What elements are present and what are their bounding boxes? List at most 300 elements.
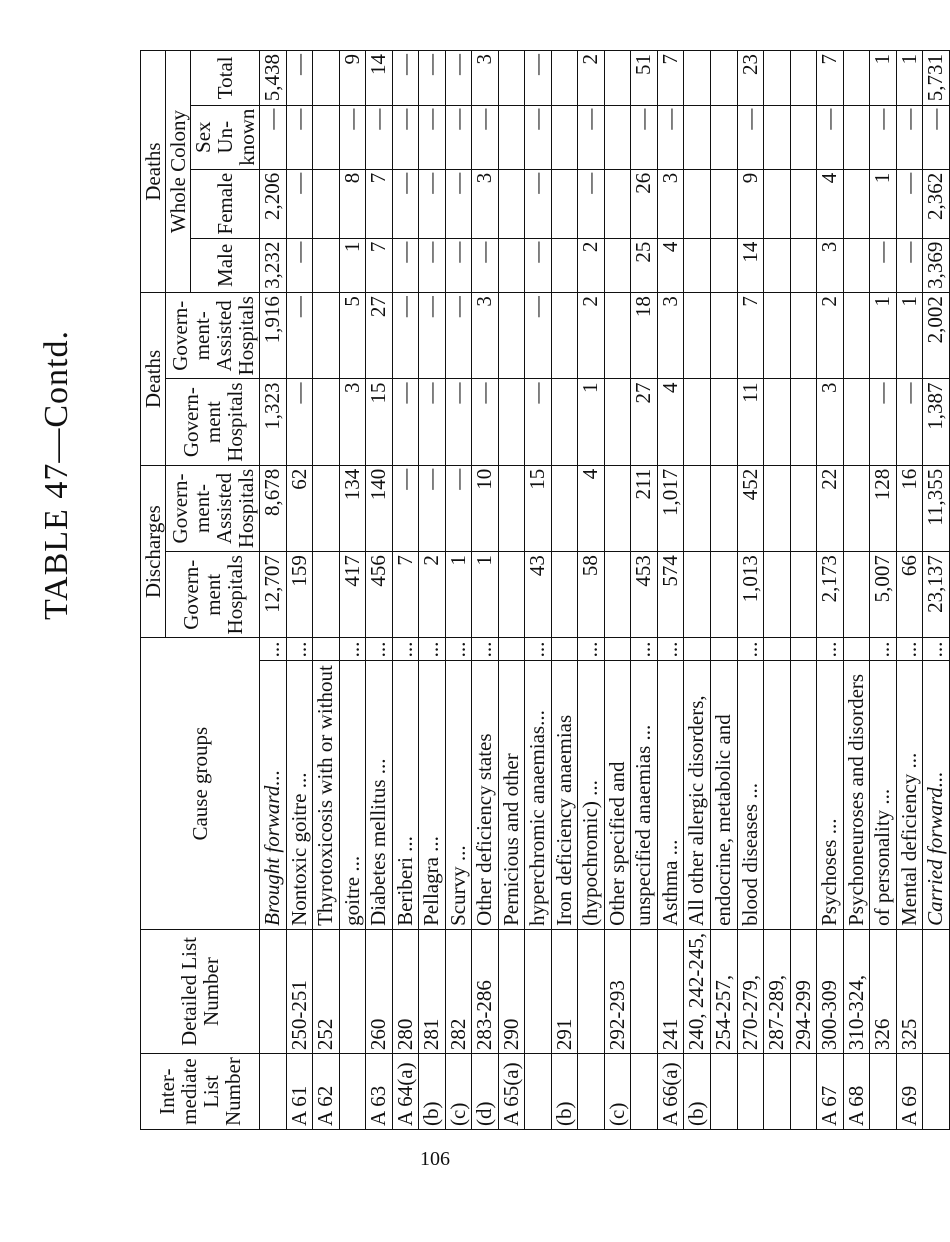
deaths-male [604, 238, 631, 293]
deaths-govt: 4 [657, 379, 684, 465]
table-row [525, 51, 552, 1130]
deaths-female: 9 [737, 169, 764, 238]
deaths-sex-unknown: — [419, 105, 446, 169]
discharges-govt-assisted [684, 465, 711, 551]
deaths-govt: 27 [631, 379, 658, 465]
discharges-govt [764, 552, 791, 638]
leader-dots [790, 638, 817, 661]
detailed-list-number: 281 [419, 929, 446, 1053]
intermediate-list-number [260, 1054, 287, 1130]
header-intermediate-list: Inter-mediate List Number [141, 1054, 260, 1130]
deaths-govt-assisted: 7 [737, 293, 764, 379]
discharges-govt [604, 552, 631, 638]
table-row [896, 51, 923, 1130]
deaths-female: — [392, 169, 419, 238]
deaths-male: 4 [657, 238, 684, 293]
deaths-total [551, 51, 578, 106]
leader-dots: ... [631, 638, 658, 661]
total-deaths-male: 3,369 [923, 238, 950, 293]
header-deaths-whole: Deaths [141, 51, 166, 293]
deaths-male: 3 [817, 238, 844, 293]
detailed-list-number: 310-324, [843, 929, 870, 1053]
cause-group: Diabetes mellitus ... [366, 661, 393, 930]
intermediate-list-number [764, 1054, 791, 1130]
table-row [472, 51, 499, 1130]
discharges-govt-assisted: 62 [286, 465, 313, 551]
deaths-male [498, 238, 525, 293]
deaths-sex-unknown: — [445, 105, 472, 169]
cause-group: of personality ... [870, 661, 897, 930]
deaths-female: 4 [817, 169, 844, 238]
discharges-govt-assisted: 22 [817, 465, 844, 551]
discharges-govt-assisted: — [445, 465, 472, 551]
intermediate-list-number: A 62 [313, 1054, 340, 1130]
deaths-total [764, 51, 791, 106]
deaths-total: 1 [870, 51, 897, 106]
cause-groups-table [140, 50, 950, 1130]
discharges-govt: 1 [472, 552, 499, 638]
discharges-govt: 417 [339, 552, 366, 638]
discharges-govt: 574 [657, 552, 684, 638]
cause-group: (hypochromic) ... [578, 661, 605, 930]
discharges-govt-assisted: 10 [472, 465, 499, 551]
deaths-female: 2,206 [260, 169, 287, 238]
deaths-sex-unknown: — [870, 105, 897, 169]
deaths-govt-assisted: 3 [472, 293, 499, 379]
cause-group: endocrine, metabolic and [711, 661, 738, 930]
deaths-male: — [870, 238, 897, 293]
deaths-govt-assisted: 2 [578, 293, 605, 379]
discharges-govt: 453 [631, 552, 658, 638]
detailed-list-number: 283-286 [472, 929, 499, 1053]
detailed-list-number [339, 929, 366, 1053]
discharges-govt [684, 552, 711, 638]
header-female: Female [191, 169, 260, 238]
deaths-govt-assisted: — [445, 293, 472, 379]
deaths-sex-unknown [551, 105, 578, 169]
carried-forward-label: Carried forward... [923, 661, 950, 930]
cause-group: Psychoses ... [817, 661, 844, 930]
header-deaths: Deaths [141, 293, 166, 466]
discharges-govt-assisted: 128 [870, 465, 897, 551]
leader-dots: ... [817, 638, 844, 661]
discharges-govt [790, 552, 817, 638]
discharges-govt: 159 [286, 552, 313, 638]
table-row [419, 51, 446, 1130]
leader-dots: ... [657, 638, 684, 661]
discharges-govt: 12,707 [260, 552, 287, 638]
deaths-sex-unknown: — [286, 105, 313, 169]
deaths-total [790, 51, 817, 106]
deaths-govt: 11 [737, 379, 764, 465]
deaths-govt: 15 [366, 379, 393, 465]
intermediate-list-number: (b) [419, 1054, 446, 1130]
deaths-male [684, 238, 711, 293]
leader-dots: ... [339, 638, 366, 661]
detailed-list-number: 300-309 [817, 929, 844, 1053]
deaths-sex-unknown [843, 105, 870, 169]
detailed-list-number: 326 [870, 929, 897, 1053]
deaths-male: — [445, 238, 472, 293]
table-row [764, 51, 791, 1130]
leader-dots: ... [392, 638, 419, 661]
discharges-govt [843, 552, 870, 638]
header-deaths-govt-assisted: Govern-ment-Assisted Hospitals [166, 293, 260, 379]
header-whole-colony: Whole Colony [166, 51, 191, 293]
deaths-sex-unknown: — [578, 105, 605, 169]
leader-dots: ... [260, 638, 287, 661]
total-row-blank [923, 1054, 950, 1130]
table-row [684, 51, 711, 1130]
table-header [141, 51, 260, 1130]
deaths-govt-assisted: 5 [339, 293, 366, 379]
deaths-female: — [445, 169, 472, 238]
deaths-govt: 1,323 [260, 379, 287, 465]
discharges-govt: 456 [366, 552, 393, 638]
deaths-sex-unknown [604, 105, 631, 169]
table-row [392, 51, 419, 1130]
deaths-total [843, 51, 870, 106]
deaths-govt [790, 379, 817, 465]
intermediate-list-number: (c) [445, 1054, 472, 1130]
deaths-female [764, 169, 791, 238]
deaths-govt-assisted [790, 293, 817, 379]
deaths-total [684, 51, 711, 106]
deaths-sex-unknown: — [896, 105, 923, 169]
total-discharges-govt-assisted: 11,355 [923, 465, 950, 551]
deaths-male [711, 238, 738, 293]
deaths-sex-unknown [498, 105, 525, 169]
deaths-govt-assisted: — [525, 293, 552, 379]
detailed-list-number [260, 929, 287, 1053]
deaths-govt [764, 379, 791, 465]
table-row [260, 51, 287, 1130]
page-title: TABLE 47—Contd. [38, 330, 75, 620]
intermediate-list-number [339, 1054, 366, 1130]
leader-dots: ... [366, 638, 393, 661]
deaths-total: 1 [896, 51, 923, 106]
discharges-govt [498, 552, 525, 638]
table-row [817, 51, 844, 1130]
table-body [260, 51, 949, 1130]
deaths-female [551, 169, 578, 238]
discharges-govt: 1,013 [737, 552, 764, 638]
leader-dots [711, 638, 738, 661]
table-row [870, 51, 897, 1130]
deaths-govt-assisted: 1,916 [260, 293, 287, 379]
deaths-female: 8 [339, 169, 366, 238]
detailed-list-number: 294-299 [790, 929, 817, 1053]
deaths-govt-assisted: 1 [870, 293, 897, 379]
page-number: 106 [420, 1148, 450, 1170]
table-row [843, 51, 870, 1130]
discharges-govt: 43 [525, 552, 552, 638]
discharges-govt-assisted: 8,678 [260, 465, 287, 551]
table-row [339, 51, 366, 1130]
intermediate-list-number [737, 1054, 764, 1130]
detailed-list-number: 241 [657, 929, 684, 1053]
leader-dots: ... [472, 638, 499, 661]
deaths-male [764, 238, 791, 293]
table-row [631, 51, 658, 1130]
discharges-govt-assisted: 134 [339, 465, 366, 551]
detailed-list-number: 254-257, [711, 929, 738, 1053]
cause-group: Brought forward... [260, 661, 287, 930]
deaths-govt-assisted [551, 293, 578, 379]
deaths-sex-unknown: — [366, 105, 393, 169]
intermediate-list-number: (b) [684, 1054, 711, 1130]
cause-group: blood diseases ... [737, 661, 764, 930]
deaths-govt [498, 379, 525, 465]
deaths-female [498, 169, 525, 238]
deaths-govt-assisted: 3 [657, 293, 684, 379]
leader-dots [313, 638, 340, 661]
cause-group: Pellagra ... [419, 661, 446, 930]
deaths-govt-assisted: 18 [631, 293, 658, 379]
deaths-govt-assisted: — [419, 293, 446, 379]
discharges-govt: 5,007 [870, 552, 897, 638]
header-deaths-govt: Govern-ment Hospitals [166, 379, 260, 465]
header-discharges: Discharges [141, 465, 166, 638]
deaths-sex-unknown [684, 105, 711, 169]
detailed-list-number: 252 [313, 929, 340, 1053]
discharges-govt-assisted: 140 [366, 465, 393, 551]
cause-group: Asthma ... [657, 661, 684, 930]
deaths-govt-assisted: — [392, 293, 419, 379]
deaths-male: — [525, 238, 552, 293]
deaths-female [843, 169, 870, 238]
deaths-total: 2 [578, 51, 605, 106]
deaths-govt-assisted [843, 293, 870, 379]
intermediate-list-number [578, 1054, 605, 1130]
leader-dots: ... [578, 638, 605, 661]
discharges-govt: 66 [896, 552, 923, 638]
deaths-govt-assisted: — [286, 293, 313, 379]
deaths-total: 23 [737, 51, 764, 106]
deaths-sex-unknown [764, 105, 791, 169]
deaths-sex-unknown [790, 105, 817, 169]
table-row [366, 51, 393, 1130]
deaths-total [313, 51, 340, 106]
intermediate-list-number [870, 1054, 897, 1130]
detailed-list-number [525, 929, 552, 1053]
detailed-list-number: 240, 242-245, [684, 929, 711, 1053]
deaths-govt [684, 379, 711, 465]
table-row [286, 51, 313, 1130]
table-row [445, 51, 472, 1130]
detailed-list-number: 270-279, [737, 929, 764, 1053]
detailed-list-number: 250-251 [286, 929, 313, 1053]
deaths-govt [604, 379, 631, 465]
leader-dots [843, 638, 870, 661]
deaths-male [790, 238, 817, 293]
leader-dots [551, 638, 578, 661]
deaths-sex-unknown: — [339, 105, 366, 169]
total-discharges-govt: 23,137 [923, 552, 950, 638]
leader-dots [604, 638, 631, 661]
deaths-total [711, 51, 738, 106]
deaths-govt [551, 379, 578, 465]
deaths-govt: — [286, 379, 313, 465]
cause-group [790, 661, 817, 930]
deaths-govt [313, 379, 340, 465]
deaths-sex-unknown: — [737, 105, 764, 169]
deaths-male: — [286, 238, 313, 293]
deaths-female [313, 169, 340, 238]
discharges-govt-assisted: 211 [631, 465, 658, 551]
deaths-govt: — [870, 379, 897, 465]
cause-group: Scurvy ... [445, 661, 472, 930]
cause-group: Mental deficiency ... [896, 661, 923, 930]
deaths-govt-assisted: 27 [366, 293, 393, 379]
leader-dots: ... [445, 638, 472, 661]
discharges-govt: 1 [445, 552, 472, 638]
discharges-govt-assisted: 16 [896, 465, 923, 551]
total-row-blank [923, 929, 950, 1053]
detailed-list-number [631, 929, 658, 1053]
table-row [711, 51, 738, 1130]
detailed-list-number: 282 [445, 929, 472, 1053]
leader-dots: ... [737, 638, 764, 661]
discharges-govt-assisted: 1,017 [657, 465, 684, 551]
deaths-female: 26 [631, 169, 658, 238]
table-row [551, 51, 578, 1130]
discharges-govt-assisted [764, 465, 791, 551]
deaths-govt [843, 379, 870, 465]
deaths-govt: — [525, 379, 552, 465]
detailed-list-number: 325 [896, 929, 923, 1053]
leader-dots [764, 638, 791, 661]
discharges-govt-assisted: 15 [525, 465, 552, 551]
deaths-male: 1 [339, 238, 366, 293]
cause-group: Other deficiency states [472, 661, 499, 930]
carried-forward-row [923, 51, 950, 1130]
discharges-govt-assisted [790, 465, 817, 551]
deaths-total: 51 [631, 51, 658, 106]
cause-group: hyperchromic anaemias... [525, 661, 552, 930]
intermediate-list-number: (d) [472, 1054, 499, 1130]
discharges-govt [313, 552, 340, 638]
header-total: Total [191, 51, 260, 106]
intermediate-list-number: (c) [604, 1054, 631, 1130]
header-discharges-govt-assisted: Govern-ment-Assisted Hospitals [166, 465, 260, 551]
discharges-govt [711, 552, 738, 638]
discharges-govt-assisted [843, 465, 870, 551]
cause-group: goitre ... [339, 661, 366, 930]
deaths-total: 3 [472, 51, 499, 106]
discharges-govt-assisted [498, 465, 525, 551]
total-deaths-total: 5,731 [923, 51, 950, 106]
table-row [737, 51, 764, 1130]
discharges-govt: 2,173 [817, 552, 844, 638]
discharges-govt-assisted: 4 [578, 465, 605, 551]
deaths-total: — [445, 51, 472, 106]
cause-group: All other allergic disorders, [684, 661, 711, 930]
deaths-sex-unknown [711, 105, 738, 169]
total-deaths-female: 2,362 [923, 169, 950, 238]
deaths-female: 1 [870, 169, 897, 238]
intermediate-list-number [790, 1054, 817, 1130]
discharges-govt: 7 [392, 552, 419, 638]
deaths-govt-assisted [604, 293, 631, 379]
total-deaths-govt: 1,387 [923, 379, 950, 465]
deaths-total: — [392, 51, 419, 106]
detailed-list-number: 280 [392, 929, 419, 1053]
cause-group: Psychoneuroses and disorders [843, 661, 870, 930]
intermediate-list-number [631, 1054, 658, 1130]
leader-dots [498, 638, 525, 661]
deaths-sex-unknown: — [525, 105, 552, 169]
intermediate-list-number: A 66(a) [657, 1054, 684, 1130]
discharges-govt-assisted [313, 465, 340, 551]
deaths-female [684, 169, 711, 238]
deaths-total: — [286, 51, 313, 106]
deaths-female: — [578, 169, 605, 238]
deaths-govt [711, 379, 738, 465]
cause-group: unspecified anaemias ... [631, 661, 658, 930]
discharges-govt [551, 552, 578, 638]
deaths-sex-unknown: — [657, 105, 684, 169]
deaths-total: 9 [339, 51, 366, 106]
table-row [657, 51, 684, 1130]
intermediate-list-number [525, 1054, 552, 1130]
deaths-male [551, 238, 578, 293]
deaths-female: 3 [657, 169, 684, 238]
intermediate-list-number: A 61 [286, 1054, 313, 1130]
discharges-govt-assisted: 452 [737, 465, 764, 551]
deaths-male [313, 238, 340, 293]
intermediate-list-number: (b) [551, 1054, 578, 1130]
discharges-govt: 2 [419, 552, 446, 638]
discharges-govt-assisted [711, 465, 738, 551]
table-row [790, 51, 817, 1130]
table-row [313, 51, 340, 1130]
deaths-female: — [286, 169, 313, 238]
intermediate-list-number: A 65(a) [498, 1054, 525, 1130]
deaths-govt: — [896, 379, 923, 465]
deaths-govt-assisted [684, 293, 711, 379]
discharges-govt-assisted: — [419, 465, 446, 551]
deaths-male: 14 [737, 238, 764, 293]
leader-dots: ... [525, 638, 552, 661]
deaths-male: — [419, 238, 446, 293]
deaths-female [790, 169, 817, 238]
deaths-sex-unknown [313, 105, 340, 169]
detailed-list-number: 291 [551, 929, 578, 1053]
deaths-male: 2 [578, 238, 605, 293]
intermediate-list-number [711, 1054, 738, 1130]
leader-dots [684, 638, 711, 661]
deaths-male: 3,232 [260, 238, 287, 293]
discharges-govt-assisted: — [392, 465, 419, 551]
detailed-list-number [578, 929, 605, 1053]
deaths-total: — [419, 51, 446, 106]
deaths-male [843, 238, 870, 293]
leader-dots: ... [286, 638, 313, 661]
detailed-list-number: 290 [498, 929, 525, 1053]
deaths-govt-assisted: 1 [896, 293, 923, 379]
deaths-female: 7 [366, 169, 393, 238]
cause-group: Nontoxic goitre ... [286, 661, 313, 930]
total-deaths-sex-unknown: — [923, 105, 950, 169]
discharges-govt-assisted [604, 465, 631, 551]
deaths-male: — [392, 238, 419, 293]
deaths-govt: — [392, 379, 419, 465]
detailed-list-number: 260 [366, 929, 393, 1053]
table-row [604, 51, 631, 1130]
deaths-govt-assisted [313, 293, 340, 379]
header-detailed-list: Detailed List Number [141, 929, 260, 1053]
